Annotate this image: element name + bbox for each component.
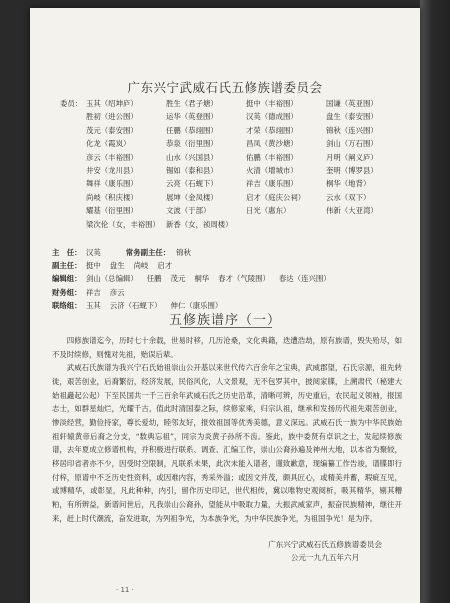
role-member: 彦云 xyxy=(109,287,125,297)
preface-paragraph: 武威石氏族谱为我兴宁石氏始祖崇山公开基以来世代传六百余年之宝典，武威郡望，石氏宗源，祖先转徙，艰苦创业，后裔繁衍，经济发展，民俗风化，人文景观，无不包罗其中，披阅家牒，上溯肃代（秘建大始祖矗起公起）下至民国共一千三百余年武威石氏之历史沿革，清晰可辨，历史重后，农民起义领袖，报国志士，如群星灿烂，光耀千古，值此时清国泰之际，续修家乘，归宗认祖，继承和发扬历代祖先艰苦创业，惨淡经营，勤俭持家，尊长爱幼，睦邻友好，报效祖国等优秀美德，意义深远。武威石氏一族为中华民族始祖轩辕黄帝后裔之分支，“数典忘祖”，同宗为炎黄子孙所不齿。鉴此，族中委贤有卓识之士，发起续修族谱，去年夏成立修谱机构，并积极进行联系、调查、汇编工作，崇山公裔孙遍及神州大地，以本省为聚较，移居印省者亦不少，因受时空限制，凡联系未果，此次未能入谱者，谨致歉意，现编纂工作告竣，谱牒即行付梓，原谱中不乏历史性资料，或因难内容，秀采外溢；或因文并茂，颇具匠心，或精美并蓄，瑕疵互见，或博精华，或彰显，凡此种种，内引，留作历史印记，世代相传，冀以唯物史观阅析，吸其精华，剔其糟粕，有所辨益，新谱问世后，凡我崇山公裔孙，望能从中吸取力量，大振武威家声，振奋民族精神，继往开来，赶上时代潮流，奋发进取，为列祖争光，为本族争光，为中华民族争光，为祖国争光！是为序。 xyxy=(52,363,402,523)
member-name: 胜生（君子塘） xyxy=(166,99,218,108)
member-name: 启才（庭庆公祠） xyxy=(246,192,306,202)
role-member: 云济（石蚬下） xyxy=(109,300,162,310)
document-page xyxy=(30,8,420,603)
member-name: 剑山（万石围） xyxy=(326,139,378,149)
member-name: 胜初（进公围） xyxy=(86,112,138,122)
page-number: · 11 · xyxy=(116,586,134,594)
role-member: 任鹏 xyxy=(146,274,162,284)
member-name: 运华（英登围） xyxy=(166,112,218,122)
member-name: 昌凤（黄沙塘） xyxy=(246,139,298,149)
member-name: 山水（兴国县） xyxy=(166,152,218,162)
member-row xyxy=(60,164,405,177)
preface-body xyxy=(52,334,402,525)
signature-org: 广东兴宁武威石氏五修族谱委员会 xyxy=(268,540,382,549)
role-member: 春才（气陵围） xyxy=(218,274,270,284)
role-member: 挺中 xyxy=(86,261,101,271)
role-member: 剑山（总编辑） xyxy=(86,274,138,284)
role-member: 伸仁（康乐围） xyxy=(170,300,223,310)
role-member: 玉其 xyxy=(86,300,101,310)
member-name: 新香（女，祯周楼） xyxy=(166,219,233,229)
role-label: 主 任： xyxy=(52,248,82,257)
committee-title: 广东兴宁武威石氏五修族谱委员会 xyxy=(127,80,323,95)
members-label xyxy=(60,137,86,150)
role-member: 锦秋 xyxy=(176,248,191,257)
member-name: 舞祥（康乐围） xyxy=(86,179,138,189)
member-name: 火清（增城市） xyxy=(246,165,298,175)
role-member: 春达（连兴围） xyxy=(278,274,331,284)
member-row xyxy=(60,110,405,123)
member-name: 佑鹏（丰裕围） xyxy=(246,152,298,162)
role-label: 副主任： xyxy=(52,261,82,271)
member-name: 恭泉（衍里围） xyxy=(166,139,218,149)
role-label: 编辑组： xyxy=(52,274,82,284)
role-label: 联络组： xyxy=(52,300,82,310)
member-name: 云亮（石蚬下） xyxy=(166,179,218,189)
member-name: 尚岐（积庆楼） xyxy=(86,192,138,202)
members-list xyxy=(60,97,405,231)
members-label xyxy=(60,124,86,137)
signature-block xyxy=(268,538,382,564)
members-label: 委员： xyxy=(60,99,83,108)
member-row xyxy=(60,204,405,217)
members-label xyxy=(60,191,86,204)
member-name: 梁次伦（女，丰裕围） xyxy=(86,219,160,229)
member-row xyxy=(60,177,405,190)
member-name xyxy=(246,218,326,231)
members-label xyxy=(60,110,86,123)
member-name: 锦秋（连兴围） xyxy=(326,125,378,135)
member-name: 盘生（泰安围） xyxy=(326,112,378,122)
members-label xyxy=(60,204,86,217)
member-name: 锡如（泰和县） xyxy=(166,165,218,175)
member-name: 才荣（恭翊围） xyxy=(246,125,298,135)
preface-title: 五修族谱序（一） xyxy=(168,313,281,328)
member-name: 云水（双下） xyxy=(326,192,371,202)
member-name: 日光（惠东） xyxy=(246,206,291,216)
role-label: 财务组： xyxy=(52,287,82,297)
member-name: 展坤（金凤楼） xyxy=(166,192,218,202)
member-name: 伟新（大亚湾） xyxy=(326,206,378,216)
member-row xyxy=(60,124,405,137)
member-name: 任鹏（恭翊围） xyxy=(166,125,218,135)
members-label xyxy=(60,218,86,231)
role-row xyxy=(52,246,402,259)
member-name: 桐华（地背） xyxy=(326,179,371,189)
book-spine xyxy=(420,0,450,603)
role-member: 尚岐 xyxy=(133,261,149,271)
role-member: 茂元 xyxy=(170,274,186,284)
member-row xyxy=(60,151,405,164)
role-row xyxy=(52,272,402,285)
member-name: 挺中（丰裕围） xyxy=(246,99,298,108)
preface-paragraph: 四修族谱迄今，历时七十余载，世易时移，几历沧桑，文化典籍，迭遭浩劫，原有族谱，毁失殆尽，如不及时续修，则愧对先祖，贻误后辈。 xyxy=(52,336,402,359)
role-sub-label: 常务副主任： xyxy=(125,248,171,257)
title-underline xyxy=(180,327,272,328)
role-row xyxy=(52,286,402,299)
roles-list xyxy=(52,246,402,312)
members-label xyxy=(60,151,86,164)
member-name xyxy=(326,218,411,231)
member-name: 彦云（丰裕围） xyxy=(86,152,138,162)
role-member: 盘生 xyxy=(109,261,125,271)
member-name: 茂元（泰安围） xyxy=(86,125,138,135)
role-member: 桐华 xyxy=(194,274,210,284)
role-member: 汉英 xyxy=(86,248,101,257)
role-member: 启才 xyxy=(157,261,173,271)
members-label xyxy=(60,164,86,177)
role-row xyxy=(52,259,402,272)
member-row xyxy=(60,218,405,231)
member-name: 国谦（英亚围） xyxy=(326,99,378,108)
signature-date: 公元一九九五年六月 xyxy=(290,553,360,562)
member-row xyxy=(60,191,405,204)
member-name: 汉英（德成围） xyxy=(246,112,298,122)
member-row xyxy=(60,137,405,150)
members-label xyxy=(60,177,86,190)
member-name: 文波（于部） xyxy=(166,206,211,216)
member-name: 井安（龙川县） xyxy=(86,165,138,175)
member-name: 玉其（绍坤庐） xyxy=(86,99,138,108)
member-row xyxy=(60,97,405,110)
member-name: 奎明（博罗县） xyxy=(326,165,378,175)
member-name: 月明（阐义庐） xyxy=(326,152,378,162)
member-name: 耀基（衍里围） xyxy=(86,206,138,216)
member-name: 祥吉（康乐围） xyxy=(246,179,298,189)
member-name: 化龙（霞岚） xyxy=(86,139,131,149)
role-member: 祥吉 xyxy=(86,287,101,297)
